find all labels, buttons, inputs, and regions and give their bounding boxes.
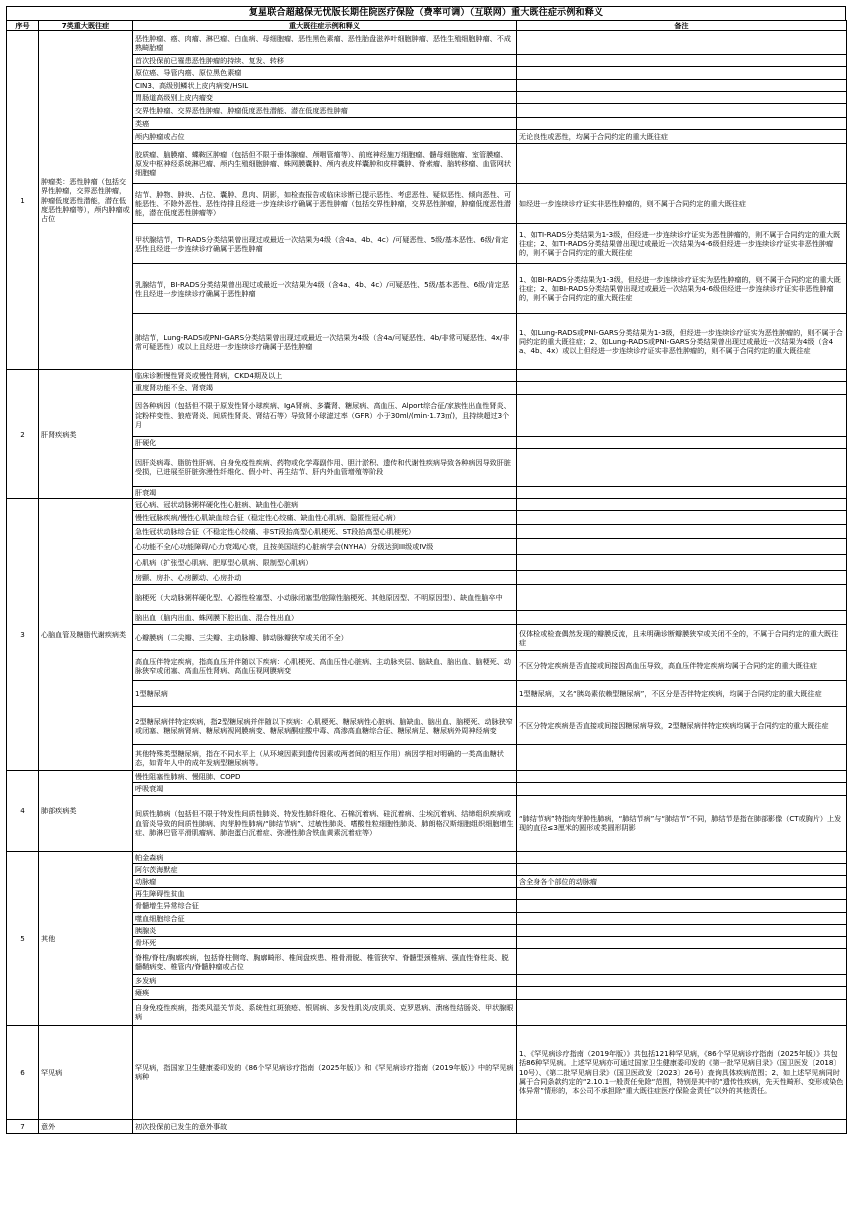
condition-description: 帕金森病 (133, 851, 517, 863)
table-row (7, 987, 847, 999)
condition-description: 高血压伴特定疾病，指高血压并伴随以下疾病：心肌梗死、高血压性心脏病、主动脉夹层、脑缺血、脑出血、脑梗死、动脉狭窄或闭塞、高血压性肾病、高血压视网膜病变 (133, 651, 517, 681)
table-row (7, 264, 847, 314)
table-row (7, 876, 847, 888)
table-row (7, 382, 847, 394)
condition-description: 阿尔茨海默症 (133, 863, 517, 875)
condition-description: 自身免疫性疾病，指类风湿关节炎、系统性红斑狼疮、银屑病、多发性肌炎/皮肌炎、克罗恩病、溃疡性结肠炎、甲状腺眼病 (133, 999, 517, 1025)
table-row (7, 949, 847, 975)
condition-description: 噬血细胞综合征 (133, 912, 517, 924)
table-row (7, 486, 847, 498)
condition-note (517, 104, 847, 118)
condition-note (517, 783, 847, 795)
condition-description: 乳腺结节，BI-RADS分类结果曾出现过或最近一次结果为4级（含4a、4b、4c）/可疑恶性、5级/基本恶性、6级/肯定恶性且经进一步连续诊疗确属于恶性肿瘤 (133, 264, 517, 314)
condition-note (517, 912, 847, 924)
condition-description: 原位癌、导管内癌、原位黑色素瘤 (133, 67, 517, 79)
condition-description: 呼吸衰竭 (133, 783, 517, 795)
condition-note (517, 511, 847, 525)
table-row (7, 436, 847, 448)
header-note: 备注 (517, 21, 847, 31)
condition-note: 1、如BI-RADS分类结果为1-3级，但经进一步连续诊疗证实为恶性肿瘤的，则不属于合同约定的重大既往症；2、如BI-RADS分类结果曾出现过或最近一次结果为4-6级但经进一步连续诊疗证实非恶性肿瘤的，则不属于合同约定的重大既往症 (517, 264, 847, 314)
category-name: 肝肾疾病类 (39, 370, 133, 499)
condition-note (517, 745, 847, 771)
condition-description: 肝衰竭 (133, 486, 517, 498)
table-row (7, 681, 847, 707)
condition-note: “肺结节病”特指肉芽肿性肺病，“肺结节病”与“肺结节”不同，肺结节是指在肺部影像（CT或胸片）上发现的直径≤3厘米的圆形或类圆形阴影 (517, 795, 847, 851)
condition-description: 胶质瘤、脑膜瘤、蝶鞍区肿瘤（包括但不限于垂体腺瘤、颅咽管瘤等）、前庭神经施万细胞瘤、髓母细胞瘤、室管膜瘤、原发中枢神经系统淋巴瘤、颅内生殖细胞肿瘤、蛛网膜囊肿、颅内表皮样囊肿和皮样囊肿、脊索瘤、脑转移瘤、血管网状细胞瘤 (133, 144, 517, 184)
condition-description: 胃肠道高级别上皮内瘤变 (133, 91, 517, 103)
table-row (7, 91, 847, 103)
table-row (7, 555, 847, 571)
table-row (7, 104, 847, 118)
table-row (7, 394, 847, 436)
table-row (7, 900, 847, 912)
condition-description: 脑梗死（大动脉粥样硬化型、心源性栓塞型、小动脉闭塞型/腔隙性脑梗死、其他原因型、不明原因型）、缺血性脑卒中 (133, 585, 517, 611)
condition-note (517, 67, 847, 79)
disease-table (6, 20, 847, 1134)
condition-description: 甲状腺结节，TI-RADS分类结果曾出现过或最近一次结果为4级（含4a、4b、4c）/可疑恶性、5级/基本恶性、6级/肯定恶性且经进一步连续诊疗确属于恶性肿瘤 (133, 224, 517, 264)
category-name: 肿瘤类：恶性肿瘤（包括交界性肿瘤，交界恶性肿瘤，肿瘤低度恶性潜能，潜在低度恶性肿瘤等），颅内肿瘤或占位 (39, 31, 133, 370)
condition-note (517, 525, 847, 539)
table-header-row (7, 21, 847, 31)
condition-note: 含全身各个部位的动脉瘤 (517, 876, 847, 888)
condition-description: 因各种病因（包括但不限于原发性肾小球疾病、IgA肾病、多囊肾、糖尿病、高血压、Alport综合征/家族性出血性肾炎、淀粉样变性、狼疮肾炎、间质性肾炎、肾结石等）导致肾小球滤过率（GFR）小于30ml/(min·1.73㎡)，且持续超过3个月 (133, 394, 517, 436)
table-row (7, 79, 847, 91)
condition-note (517, 999, 847, 1025)
condition-note (517, 924, 847, 936)
category-seq: 5 (7, 851, 39, 1025)
condition-description: 房颤、房扑、心房颤动、心房扑动 (133, 571, 517, 585)
table-row (7, 539, 847, 555)
header-seq: 序号 (7, 21, 39, 31)
condition-note (517, 486, 847, 498)
condition-description: 脊椎/脊柱/胸廓疾病，包括脊柱侧弯、胸廓畸形、椎间盘疾患、椎骨滑脱、椎管狭窄、脊髓型颈椎病、强直性脊柱炎、脱髓鞘病变、椎管内/脊髓肿瘤或占位 (133, 949, 517, 975)
condition-description: 心功能不全/心功能障碍/心力衰竭/心衰，且按美国纽约心脏病学会(NYHA）分级达到III级或IV级 (133, 539, 517, 555)
condition-description: 1型糖尿病 (133, 681, 517, 707)
condition-note (517, 900, 847, 912)
condition-note (517, 448, 847, 486)
condition-description: 重度肾功能不全、肾衰竭 (133, 382, 517, 394)
condition-description: 罕见病，指国家卫生健康委印发的《86个罕见病诊疗指南（2025年版）》和《罕见病诊疗指南（2019年版）》中的罕见病病种 (133, 1025, 517, 1119)
table-row (7, 55, 847, 67)
condition-description: 慢性阻塞性肺病、慢阻肺、COPD (133, 771, 517, 783)
table-row (7, 1119, 847, 1133)
condition-description: 结节、肿物、肿块、占位、囊肿、息肉、阴影，如检查报告或临床诊断已提示恶性、考虑恶性、疑似恶性、倾向恶性、可能恶性、不除外恶性、恶性待排且经进一步连续诊疗确属于恶性肿瘤（包括交界性肿瘤，交界恶性肿瘤，肿瘤低度恶性潜能，潜在低度恶性肿瘤等） (133, 184, 517, 224)
table-row (7, 999, 847, 1025)
header-category: 7类重大既往症 (39, 21, 133, 31)
condition-note (517, 79, 847, 91)
condition-description: 间质性肺病（包括但不限于特发性间质性肺炎、特发性肺纤维化、石棉沉着病、硅沉着病、尘埃沉着病、结缔组织疾病或血管炎导致的间质性肺病、肉芽肿性肺病/“肺结节病”、过敏性肺炎、嗜酸性粒细胞性肺炎、肺朗格汉斯细胞组织细胞增生症、肺淋巴管平滑肌瘤病、肺泡蛋白沉着症、弥漫性肺含铁血黄素沉着症等） (133, 795, 517, 851)
category-seq: 1 (7, 31, 39, 370)
table-row (7, 651, 847, 681)
condition-note (517, 499, 847, 511)
table-row (7, 888, 847, 900)
table-row (7, 31, 847, 55)
condition-note (517, 949, 847, 975)
table-row (7, 144, 847, 184)
condition-description: 急性冠状动脉综合征（不稳定性心绞痛、非ST段抬高型心肌梗死、ST段抬高型心肌梗死） (133, 525, 517, 539)
table-row (7, 585, 847, 611)
condition-note: 不区分特定疾病是否直接或间接因高血压导致，高血压伴特定疾病均属于合同约定的重大既往症 (517, 651, 847, 681)
condition-note (517, 1119, 847, 1133)
condition-note (517, 555, 847, 571)
category-name: 罕见病 (39, 1025, 133, 1119)
condition-note (517, 888, 847, 900)
condition-note (517, 937, 847, 949)
table-row (7, 795, 847, 851)
category-seq: 4 (7, 771, 39, 851)
condition-description: 心瓣膜病（二尖瓣、三尖瓣、主动脉瓣、肺动脉瓣狭窄或关闭不全） (133, 625, 517, 651)
condition-description: 初次投保前已发生的意外事故 (133, 1119, 517, 1133)
condition-note (517, 851, 847, 863)
condition-description: CIN3、高级别鳞状上皮内病变/HSIL (133, 79, 517, 91)
condition-description: 其他特殊类型糖尿病，指在不同水平上（从环境因素到遗传因素或两者间的相互作用）病因学相对明确的一类高血糖状态，如青年人中的成年发病型糖尿病等。 (133, 745, 517, 771)
condition-note: 不区分特定疾病是否直接或间接因糖尿病导致，2型糖尿病伴特定疾病均属于合同约定的重大既往症 (517, 707, 847, 745)
condition-note (517, 91, 847, 103)
table-row (7, 771, 847, 783)
condition-note: 1型糖尿病，又名“胰岛素依赖型糖尿病”，不区分是否伴特定疾病，均属于合同约定的重大既往症 (517, 681, 847, 707)
table-row (7, 67, 847, 79)
condition-description: 胰腺炎 (133, 924, 517, 936)
condition-note (517, 987, 847, 999)
table-row (7, 912, 847, 924)
category-seq: 2 (7, 370, 39, 499)
condition-description: 多发病 (133, 975, 517, 987)
table-row (7, 525, 847, 539)
condition-note (517, 118, 847, 130)
condition-description: 交界性肿瘤、交界恶性肿瘤、肿瘤低度恶性潜能、潜在低度恶性肿瘤 (133, 104, 517, 118)
table-row (7, 1025, 847, 1119)
condition-note: 仅体检或检查偶然发现的瓣膜反流，且未明确诊断瓣膜狭窄或关闭不全的，不属于合同约定的重大既往症 (517, 625, 847, 651)
condition-note: 无论良性或恶性，均属于合同约定的重大既往症 (517, 130, 847, 144)
table-row (7, 314, 847, 370)
condition-note (517, 436, 847, 448)
table-row (7, 745, 847, 771)
table-row (7, 118, 847, 130)
condition-note (517, 585, 847, 611)
condition-description: 肝硬化 (133, 436, 517, 448)
category-name: 其他 (39, 851, 133, 1025)
condition-description: 因肝炎病毒、脂肪性肝病、自身免疫性疾病、药物或化学毒副作用、胆汁淤积、遗传和代谢性疾病导致各种病因导致肝脏受损，已进展至肝脏弥漫性纤维化、假小叶、再生结节、肝内外血管增殖等阶段 (133, 448, 517, 486)
condition-description: 骨坏死 (133, 937, 517, 949)
table-body (7, 31, 847, 1133)
condition-description: 脑出血（脑内出血、蛛网膜下腔出血、混合性出血） (133, 611, 517, 625)
document-title: 复星联合超越保无忧版长期住院医疗保险（费率可调）（互联网）重大既往症示例和释义 (6, 6, 846, 20)
table-row (7, 924, 847, 936)
condition-description: 骨髓增生异常综合征 (133, 900, 517, 912)
table-row (7, 224, 847, 264)
condition-note (517, 144, 847, 184)
condition-note (517, 539, 847, 555)
table-row (7, 370, 847, 382)
condition-note: 1、如Lung-RADS或PNI-GARS分类结果为1-3级，但经进一步连续诊疗证实为恶性肿瘤的，则不属于合同约定的重大既往症；2、如Lung-RADS或PNI-GARS分类结果曾出现过或最近一次结果为4级（含4a、4b、4x）或以上但经进一步连续诊疗证实非恶性肿瘤的，则不属于合同约定的重大既往症 (517, 314, 847, 370)
table-row (7, 130, 847, 144)
condition-description: 慢性冠脉疾病/慢性心肌缺血综合征（稳定性心绞痛、缺血性心肌病、隐匿性冠心病） (133, 511, 517, 525)
condition-note (517, 571, 847, 585)
condition-description: 心肌病（扩张型心肌病、肥厚型心肌病、限制型心肌病） (133, 555, 517, 571)
condition-note (517, 370, 847, 382)
condition-description: 再生障碍性贫血 (133, 888, 517, 900)
table-row (7, 937, 847, 949)
condition-description: 冠心病、冠状动脉粥样硬化性心脏病、缺血性心脏病 (133, 499, 517, 511)
condition-description: 动脉瘤 (133, 876, 517, 888)
condition-note (517, 382, 847, 394)
table-row (7, 851, 847, 863)
condition-note: 如经进一步连续诊疗证实非恶性肿瘤的，则不属于合同约定的重大既往症 (517, 184, 847, 224)
document-page (6, 6, 846, 1134)
category-name: 意外 (39, 1119, 133, 1133)
condition-description: 临床诊断慢性肾炎或慢性肾病，CKD4期及以上 (133, 370, 517, 382)
category-seq: 6 (7, 1025, 39, 1119)
condition-note (517, 975, 847, 987)
table-row (7, 975, 847, 987)
condition-description: 2型糖尿病伴特定疾病，指2型糖尿病并伴随以下疾病：心肌梗死、糖尿病性心脏病、脑缺血、脑出血、脑梗死、动脉狭窄或闭塞、糖尿病肾病、糖尿病视网膜病变、糖尿病酮症酸中毒、高渗高血糖综合征、糖尿病足、糖尿病外周神经病变 (133, 707, 517, 745)
header-desc: 重大既往症示例和释义 (133, 21, 517, 31)
condition-description: 肺结节，Lung-RADS或PNI-GARS分类结果曾出现过或最近一次结果为4级（含4a/可疑恶性、4b/非常可疑恶性、4x/非常可疑恶性）或以上且经进一步连续诊疗确属于恶性肿瘤 (133, 314, 517, 370)
table-row (7, 707, 847, 745)
condition-note: 1、如TI-RADS分类结果为1-3级，但经进一步连续诊疗证实为恶性肿瘤的，则不属于合同约定的重大既往症；2、如TI-RADS分类结果曾出现过或最近一次结果为4-6级但经进一步连续诊疗证实非恶性肿瘤的，则不属于合同约定的重大既往症 (517, 224, 847, 264)
condition-description: 颅内肿瘤或占位 (133, 130, 517, 144)
condition-description: 类癌 (133, 118, 517, 130)
condition-note (517, 771, 847, 783)
table-row (7, 863, 847, 875)
condition-note (517, 611, 847, 625)
table-row (7, 783, 847, 795)
condition-note (517, 394, 847, 436)
table-row (7, 184, 847, 224)
condition-note (517, 863, 847, 875)
table-row (7, 625, 847, 651)
condition-note: 1、《罕见病诊疗指南（2019年版）》共包括121种罕见病，《86个罕见病诊疗指南（2025年版）》共包括86种罕见病。上述罕见病亦可通过国家卫生健康委印发的《第一批罕见病目录》（国卫医发〔2018〕10号）、《第二批罕见病目录》（国卫医政发〔2023〕26号）查询具体疾病范围；2、如上述罕见病同时属于合同条款约定的“2.10.1一般责任免除“范围，特别是其中的“遗传性疾病，先天性畸形、变形或染色体异常”情形的，本公司不承担除“重大既往症医疗保险金责任”以外的其他责任。 (517, 1025, 847, 1119)
category-seq: 3 (7, 499, 39, 771)
category-name: 心脑血管及糖脂代谢疾病类 (39, 499, 133, 771)
condition-note (517, 31, 847, 55)
category-seq: 7 (7, 1119, 39, 1133)
condition-note (517, 55, 847, 67)
condition-description: 恶性肿瘤、癌、肉瘤、淋巴瘤、白血病、母细胞瘤、恶性黑色素瘤、恶性胎盘滋养叶细胞肿瘤、恶性生殖细胞肿瘤、不成熟畸胎瘤 (133, 31, 517, 55)
table-row (7, 611, 847, 625)
table-row (7, 448, 847, 486)
table-row (7, 499, 847, 511)
condition-description: 首次投保前已罹患恶性肿瘤的持续、复发、转移 (133, 55, 517, 67)
category-name: 肺部疾病类 (39, 771, 133, 851)
table-row (7, 571, 847, 585)
table-row (7, 511, 847, 525)
condition-description: 瘫痪 (133, 987, 517, 999)
